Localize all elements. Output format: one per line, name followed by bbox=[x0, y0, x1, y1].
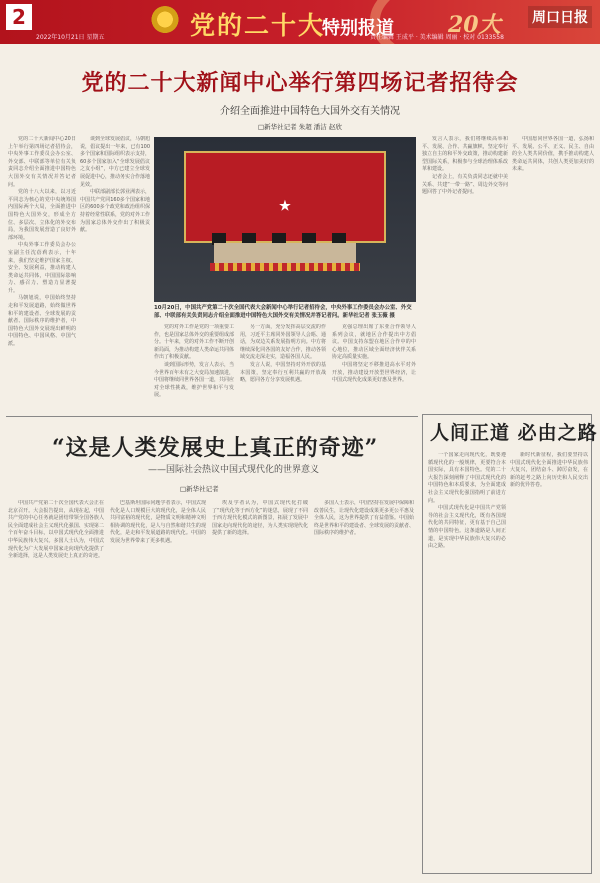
article2-title: “这是人类发展史上真正的奇迹” bbox=[52, 435, 379, 461]
commentary-column-1 bbox=[428, 452, 506, 868]
article2-byline: □新华社记者 bbox=[180, 485, 219, 493]
podium-table bbox=[214, 243, 356, 265]
press-conference-photo bbox=[154, 137, 416, 302]
article1-column-6 bbox=[332, 324, 416, 412]
article1-column-3 bbox=[422, 136, 508, 412]
article2-column-4 bbox=[314, 500, 414, 878]
commentary-title: 人间正道 必由之路 bbox=[430, 422, 598, 444]
party-emblem-icon bbox=[150, 6, 180, 36]
paragraph: 发言人表示，我们将继续高举和平、发展、合作、共赢旗帜，坚定奉行独立自主的和平外交政策，推动构建新型国际关系，积极参与全球治理体系改革和建设。 bbox=[422, 136, 508, 173]
article2-column-2 bbox=[110, 500, 206, 878]
paragraph: 发言人说，中国坚持对外开放的基本国策，坚定奉行互利共赢的开放战略，愿同各方分享发展机遇。 bbox=[240, 361, 326, 384]
paragraph: 党的对外工作是党的一项重要工作，也是国家总体外交的重要组成部分。十年来，党的对外工作不断开创新局面，为推动构建人类命运共同体作出了积极贡献。 bbox=[154, 324, 234, 361]
article1-byline: □新华社记者 朱超 潘洁 赵欣 bbox=[258, 123, 342, 131]
special-report-subtitle: 特别报道 bbox=[322, 18, 394, 39]
paragraph: 党的二十大新闻中心20日上午举行第四场记者招待会，中央外事工作委员会办公室、外交部、中联部等单位有关负责同志介绍全面推进中国特色大国外交有关情况并答记者问。 bbox=[8, 136, 76, 188]
paragraph: 一个国家走向现代化，既要遵循现代化的一般规律，更要符合本国实际，具有本国特色。党的二十大报告深刻阐释了中国式现代化的中国特色和本质要求，为全面建成社会主义现代化强国指明了前进方向。 bbox=[428, 452, 506, 504]
congress-logo: 20大 bbox=[448, 12, 501, 38]
article1-column-5 bbox=[240, 324, 326, 412]
editor-credits: 责任编辑 王成平 · 美术编辑 周丽 · 校对 0133558 bbox=[370, 34, 504, 41]
stage-backdrop bbox=[184, 151, 386, 243]
article2-column-3 bbox=[212, 500, 308, 878]
article2-subtitle: ——国际社会热议中国式现代化的世界意义 bbox=[148, 465, 320, 475]
paragraph: 克强总理出席了东亚合作领导人系列会议，就地区合作提出中方倡议。中国支持东盟在地区合作中的中心地位，推动区域全面经济伙伴关系协定高质量实施。 bbox=[332, 324, 416, 361]
special-report-banner bbox=[0, 0, 600, 44]
article2-column-1 bbox=[8, 500, 104, 878]
paragraph: 马朝旭说，中国始终坚持走和平发展道路，始终做世界和平的建设者、全球发展的贡献者、国际秩序的维护者，中国特色大国外交展现出鲜明的中国特色、中国风格、中国气派。 bbox=[8, 295, 76, 348]
paragraph: 党的十八大以来，以习近平同志为核心的党中央统筹国内国际两个大局，全面推进中国特色大国外交，形成全方位、多层次、立体化的外交布局，为我国发展营造了良好外部环境。 bbox=[8, 189, 76, 241]
paragraph: 巴基斯坦国际问题学者表示，中国式现代化是人口规模巨大的现代化，是全体人民共同富裕的现代化，是物质文明和精神文明相协调的现代化，是人与自然和谐共生的现代化，是走和平发展道路的现代化。中国的发展为世界带来了更多机遇。 bbox=[110, 500, 206, 544]
article1-headline: 党的二十大新闻中心举行第四场记者招待会 bbox=[81, 70, 519, 96]
flower-decoration bbox=[210, 263, 360, 271]
photo-caption: 10月20日，中国共产党第二十次全国代表大会新闻中心举行记者招待会，中央外事工作委员会办公室、外交部、中联部有关负责同志介绍全面推进中国特色大国外交有关情况并答记者问。新华社记者 张玉薇 摄 bbox=[154, 305, 412, 319]
paragraph: 另一方面，充分发挥高层交流的作用，习近平主席同外国领导人会晤、通话，为双边关系发展指明方向。中方将继续深化同各国的友好合作，推动各领域交流走深走实，造福各国人民。 bbox=[240, 324, 326, 361]
paragraph: 谈到全球发展倡议，马朝旭说，倡议提出一年来，已有100多个国家和国际组织表示支持，60多个国家加入“全球发展倡议之友小组”，中方已建立全球发展促进中心，推动务实合作落地见效。 bbox=[80, 136, 150, 188]
article1-column-1 bbox=[8, 136, 76, 412]
article1-column-4 bbox=[154, 324, 234, 412]
paragraph: 中国愿同世界各国一道，弘扬和平、发展、公平、正义、民主、自由的全人类共同价值，携手推动构建人类命运共同体，共创人类更加美好的未来。 bbox=[512, 136, 594, 173]
newspaper-name: 周口日报 bbox=[528, 6, 592, 28]
paragraph: 中国共产党第二十次全国代表大会正在北京召开。大会报告提出，从现在起，中国共产党的中心任务就是团结带领全国各族人民全面建成社会主义现代化强国、实现第二个百年奋斗目标，以中国式现代化全面推进中华民族伟大复兴。多国人士认为，中国式现代化为广大发展中国家走向现代化提供了全新选择，这是人类发展史上真正的奇迹。 bbox=[8, 500, 104, 560]
paragraph: 中央外事工作委员会办公室副主任沈蓓莉表示，十年来，我们坚定维护国家主权、安全、发展利益，推动构建人类命运共同体，中国国际影响力、感召力、塑造力显著提升。 bbox=[8, 242, 76, 294]
paragraph: 新时代新征程，我们要坚持以中国式现代化全面推进中华民族伟大复兴，团结奋斗、踔厉奋发，在新的赶考之路上向历史和人民交出新的优异答卷。 bbox=[510, 452, 588, 489]
backdrop-emblem: ★ bbox=[279, 199, 291, 214]
article1-column-7 bbox=[512, 136, 594, 412]
paragraph: 谈到国际形势，发言人表示，当今世界百年未有之大变局加速演进，中国将继续同世界各国一道，共同应对全球性挑战，维护世界和平与发展。 bbox=[154, 361, 234, 399]
article1-column-2 bbox=[80, 136, 150, 412]
paragraph: 中国将坚定不移推进高水平对外开放，推动建设开放型世界经济，让中国式现代化成果更好惠及世界。 bbox=[332, 361, 416, 384]
paragraph: 中联部副部长郭业洲表示，中国共产党同160多个国家和地区的600多个政党和政治组织保持着经常性联系，党的对外工作为国家总体外交作出了积极贡献。 bbox=[80, 189, 150, 234]
issue-date: 2022年10月21日 星期五 bbox=[36, 34, 105, 41]
article1-subhead: 介绍全面推进中国特色大国外交有关情况 bbox=[220, 106, 400, 117]
page-number: 2 bbox=[6, 4, 32, 30]
paragraph: 记者会上，有关负责同志还就中美关系、共建“一带一路”、周边外交等问题回答了中外记者提问。 bbox=[422, 173, 508, 196]
paragraph: 中国式现代化是中国共产党领导的社会主义现代化，既有各国现代化的共同特征，更有基于自己国情的中国特色。这条道路是人间正道，是实现中华民族伟大复兴的必由之路。 bbox=[428, 505, 506, 550]
special-report-title: 党的二十大 bbox=[190, 11, 326, 40]
paragraph: 埃及学者认为，中国式现代化打破了“现代化等于西方化”的迷思，展现了不同于西方现代化模式的新图景，拓展了发展中国家走向现代化的途径，为人类实现现代化提供了新的选择。 bbox=[212, 500, 308, 537]
commentary-column-2 bbox=[510, 452, 588, 868]
paragraph: 多国人士表示，中国坚持在发展中保障和改善民生，让现代化建设成果更多更公平惠及全体人民，这为世界提供了有益借鉴。中国始终是世界和平的建设者、全球发展的贡献者、国际秩序的维护者。 bbox=[314, 500, 414, 537]
section-divider bbox=[6, 416, 418, 417]
